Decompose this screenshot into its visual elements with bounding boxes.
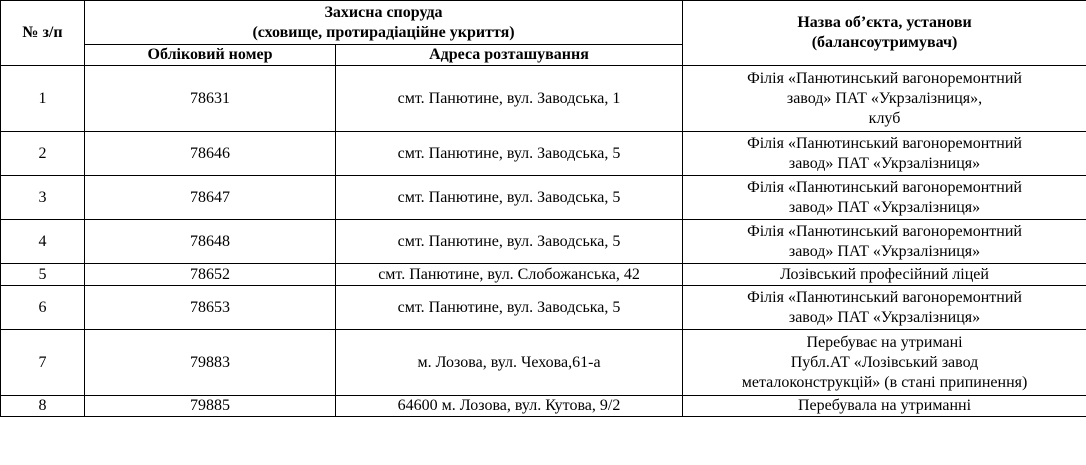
cell-address: смт. Панютине, вул. Заводська, 5 (336, 176, 683, 220)
cell-registry: 78653 (85, 286, 336, 330)
cell-object: Перебувала на утриманні (683, 396, 1086, 417)
header-number: № з/п (1, 1, 85, 66)
cell-object: Філія «Панютинський вагоноремонтний завод» ПАТ «Укрзалізниця» (683, 132, 1086, 176)
header-object-name: Назва об’єкта, установи (балансоутримувач) (683, 1, 1086, 66)
cell-number: 1 (1, 66, 85, 132)
cell-object: Філія «Панютинський вагоноремонтний завод» ПАТ «Укрзалізниця» (683, 220, 1086, 264)
cell-number: 8 (1, 396, 85, 417)
cell-registry: 79883 (85, 330, 336, 396)
cell-address: смт. Панютине, вул. Заводська, 5 (336, 132, 683, 176)
table-row (1, 264, 1086, 286)
table-row (1, 330, 1086, 396)
cell-object: Перебуває на утримані Публ.АТ «Лозівський завод металоконструкцій» (в стані припинення) (683, 330, 1086, 396)
cell-number: 4 (1, 220, 85, 264)
cell-object: Філія «Панютинський вагоноремонтний завод» ПАТ «Укрзалізниця», клуб (683, 66, 1086, 132)
cell-number: 5 (1, 264, 85, 286)
table-row (1, 132, 1086, 176)
cell-object: Філія «Панютинський вагоноремонтний завод» ПАТ «Укрзалізниця» (683, 176, 1086, 220)
table-row (1, 220, 1086, 264)
cell-registry: 78631 (85, 66, 336, 132)
cell-number: 6 (1, 286, 85, 330)
cell-registry: 78647 (85, 176, 336, 220)
cell-address: смт. Панютине, вул. Заводська, 5 (336, 220, 683, 264)
cell-registry: 78646 (85, 132, 336, 176)
cell-number: 7 (1, 330, 85, 396)
table-row (1, 396, 1086, 417)
table-row (1, 176, 1086, 220)
cell-address: смт. Панютине, вул. Заводська, 5 (336, 286, 683, 330)
cell-registry: 78648 (85, 220, 336, 264)
cell-object: Лозівський професійний ліцей (683, 264, 1086, 286)
cell-registry: 79885 (85, 396, 336, 417)
cell-address: смт. Панютине, вул. Заводська, 1 (336, 66, 683, 132)
header-registry-number: Обліковий номер (85, 45, 336, 66)
table-row (1, 286, 1086, 330)
cell-object: Філія «Панютинський вагоноремонтний завод» ПАТ «Укрзалізниця» (683, 286, 1086, 330)
cell-address: смт. Панютине, вул. Слобожанська, 42 (336, 264, 683, 286)
cell-address: 64600 м. Лозова, вул. Кутова, 9/2 (336, 396, 683, 417)
header-address: Адреса розташування (336, 45, 683, 66)
cell-number: 2 (1, 132, 85, 176)
table-row (1, 66, 1086, 132)
cell-address: м. Лозова, вул. Чехова,61-а (336, 330, 683, 396)
cell-registry: 78652 (85, 264, 336, 286)
header-shelter-group: Захисна споруда (сховище, протирадіаційне укриття) (85, 1, 683, 45)
cell-number: 3 (1, 176, 85, 220)
